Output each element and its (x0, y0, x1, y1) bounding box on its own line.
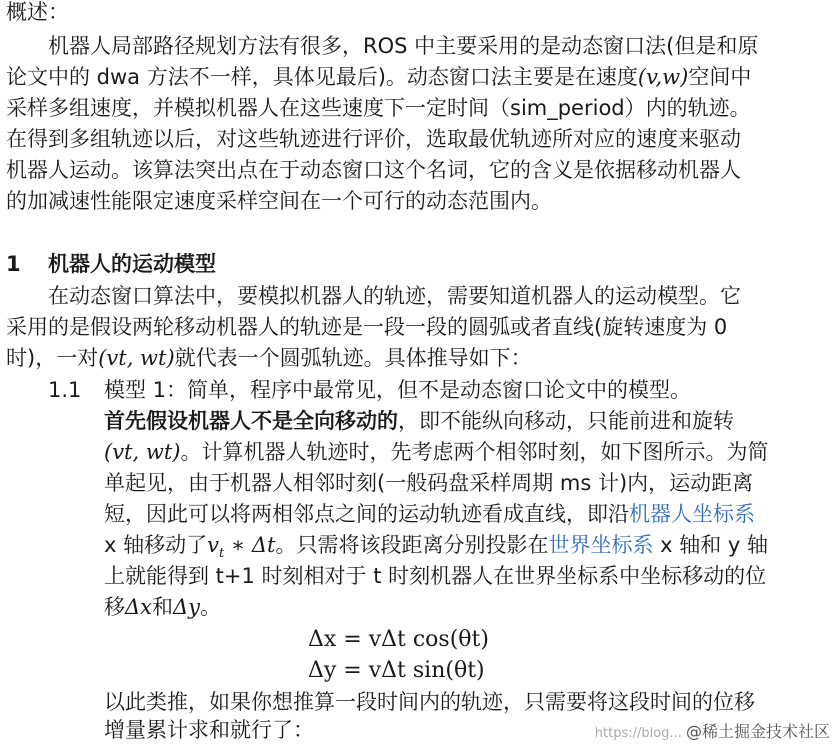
subsection-line-9: 以此类推，如果你想推算一段时间内的轨迹，只需要将这段时间的位移 (104, 690, 755, 714)
subsection-line-4: 单起见，由于机器人相邻时刻(一般码盘采样周期 ms 计)内，运动距离 (104, 471, 754, 495)
vt-dt-expr: $v_t$ ∗ Δt (207, 533, 276, 562)
world-frame-link[interactable]: 世界坐标系 (548, 533, 654, 557)
pair-symbol: (vt, wt) (98, 346, 175, 370)
vw-symbol: (v,w) (637, 65, 689, 89)
subsection-line-8: 移Δx和Δy。 (104, 595, 222, 619)
section-title: 机器人的运动模型 (48, 252, 216, 276)
overview-line-2: 论文中的 dwa 方法不一样，具体见最后)。动态窗口法主要是在速度(v,w)空间中 (6, 65, 752, 89)
delta-y-symbol: Δy (173, 595, 201, 619)
overview-line-3: 采样多组速度，并模拟机器人在这些速度下一定时间（sim_period）内的轨迹。 (6, 96, 751, 120)
subsection-title: 模型 1：简单，程序中最常见，但不是动态窗口论文中的模型。 (104, 378, 692, 402)
section-line-3: 时)，一对(vt, wt)就代表一个圆弧轨迹。具体推导如下： (6, 346, 532, 370)
robot-frame-link[interactable]: 机器人坐标系 (629, 502, 755, 526)
subsection-line-5: 短，因此可以将两相邻点之间的运动轨迹看成直线，即沿机器人坐标系 (104, 502, 755, 526)
overview-line-4: 在得到多组轨迹以后，对这些轨迹进行评价，选取最优轨迹所对应的速度来驱动 (6, 127, 741, 151)
subsection-line-2: 首先假设机器人不是全向移动的，即不能纵向移动，只能前进和旋转 (104, 409, 734, 433)
subsection-number: 1.1 (48, 378, 82, 402)
watermark-url: https://blog... (594, 726, 682, 741)
section-number: 1 (6, 252, 21, 276)
subsection-line-6: x 轴移动了$v_t$ ∗ Δt。只需将该段距离分别投影在世界坐标系 x 轴和 y 轴 (104, 533, 769, 562)
pair-symbol-2: (vt, wt) (104, 440, 181, 464)
equation-delta-y: Δy = vΔt sin(θt) (308, 658, 485, 683)
delta-x-symbol: Δx (125, 595, 153, 619)
bold-assumption: 首先假设机器人不是全向移动的 (104, 409, 398, 433)
watermark (595, 723, 830, 743)
overview-line-5: 机器人运动。该算法突出点在于动态窗口这个名词，它的含义是依据移动机器人 (6, 158, 741, 182)
overview-line-6: 的加减速性能限定速度采样空间在一个可行的动态范围内。 (6, 189, 552, 213)
section-line-1: 在动态窗口算法中，要模拟机器人的轨迹，需要知道机器人的运动模型。它 (48, 284, 741, 308)
equation-delta-x: Δx = vΔt cos(θt) (308, 627, 489, 652)
overview-heading: 概述： (6, 0, 69, 24)
subsection-line-3: (vt, wt)。计算机器人轨迹时，先考虑两个相邻时刻，如下图所示。为简 (104, 440, 769, 464)
subsection-line-10: 增量累计求和就行了： (104, 718, 314, 742)
watermark-brand: @稀土掘金技术社区 (685, 722, 830, 741)
overview-line-1: 机器人局部路径规划方法有很多，ROS 中主要采用的是动态窗口法(但是和原 (48, 34, 759, 58)
section-line-2: 采用的是假设两轮移动机器人的轨迹是一段一段的圆弧或者直线(旋转速度为 0 (6, 315, 728, 339)
subsection-line-7: 上就能得到 t+1 时刻相对于 t 时刻机器人在世界坐标系中坐标移动的位 (104, 564, 767, 588)
